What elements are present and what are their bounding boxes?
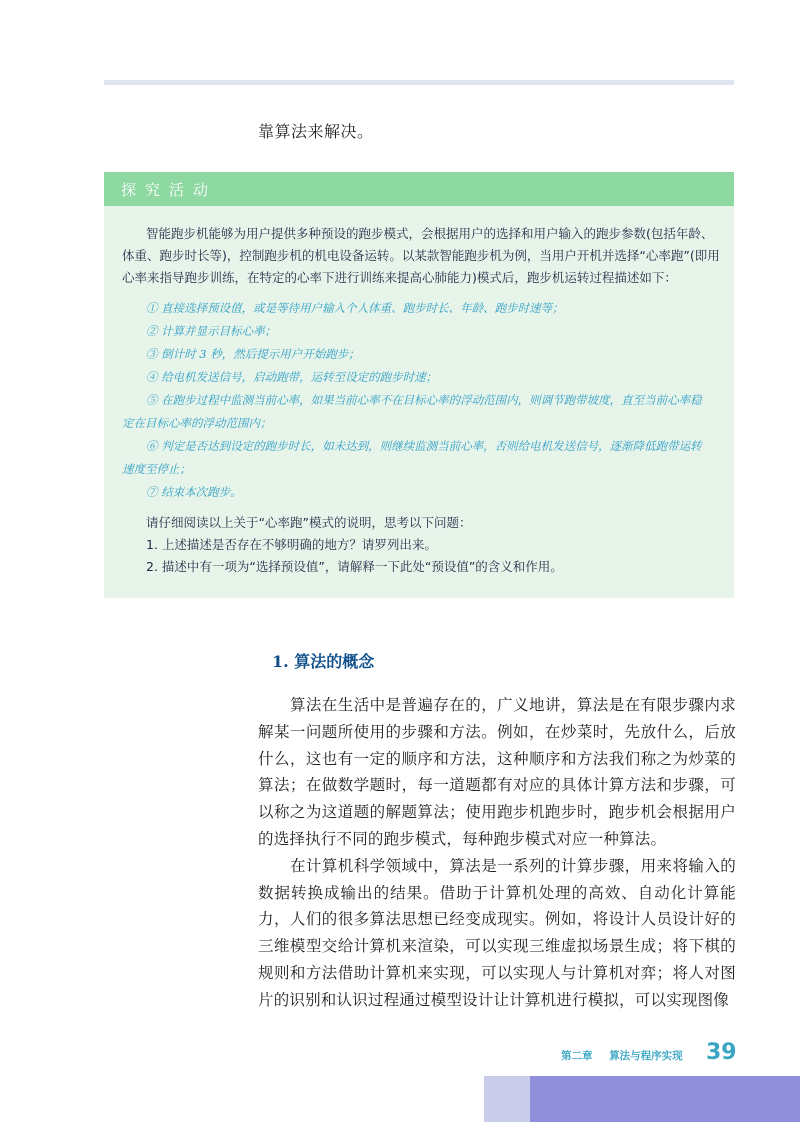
footer-band-dark (530, 1076, 800, 1122)
section-heading: 1. 算法的概念 (272, 652, 375, 671)
step-item: ⑤ 在跑步过程中监测当前心率，如果当前心率不在目标心率的浮动范围内，则调节跑带坡度，直至当前心率稳定在目标心率的浮动范围内； (122, 393, 702, 430)
body-text (258, 692, 736, 1014)
question-item: 1. 上述描述是否存在不够明确的地方？请罗列出来。 (146, 537, 437, 552)
step-item: ③ 倒计时 3 秒，然后提示用户开始跑步； (146, 347, 360, 361)
page-number: 39 (706, 1040, 737, 1065)
footer-chapter-title: 算法与程序实现 (609, 1050, 683, 1062)
footer-chapter: 第二章 (561, 1050, 593, 1062)
step-item: ② 计算并显示目标心率； (146, 324, 277, 338)
activity-intro: 智能跑步机能够为用户提供多种预设的跑步模式，会根据用户的选择和用户输入的跑步参数(包括年龄、体重、跑步时长等)，控制跑步机的机电设备运转。以某款智能跑步机为例，当用户开机并选择“心率跑”(即用心率来指导跑步训练，在特定的心率下进行训练来提高心肺能力)模式后，跑步机运转过程描述如下： (122, 226, 720, 285)
body-paragraph: 在计算机科学领域中，算法是一系列的计算步骤，用来将输入的数据转换成输出的结果。借助于计算机处理的高效、自动化计算能力，人们的很多算法思想已经变成现实。例如，将设计人员设计好的三维模型交给计算机来渲染，可以实现三维虚拟场景生成；将下棋的规则和方法借助计算机来实现，可以实现人与计算机对弈；将人对图片的识别和认识过程通过模型设计让计算机进行模拟，可以实现图像 (258, 856, 736, 1009)
question-item: 2. 描述中有一项为“选择预设值”，请解释一下此处“预设值”的含义和作用。 (146, 559, 563, 574)
activity-box (104, 172, 734, 598)
body-paragraph: 算法在生活中是普遍存在的，广义地讲，算法是在有限步骤内求解某一问题所使用的步骤和方法。例如，在炒菜时，先放什么，后放什么，这也有一定的顺序和方法，这种顺序和方法我们称之为炒菜的算法；在做数学题时，每一道题都有对应的具体计算方法和步骤，可以称之为这道题的解题算法；使用跑步机跑步时，跑步机会根据用户的选择执行不同的跑步模式，每种跑步模式对应一种算法。 (258, 696, 736, 848)
step-item: ⑦ 结束本次跑步。 (146, 485, 242, 499)
page-footer (561, 1048, 683, 1063)
step-item: ④ 给电机发送信号，启动跑带，运转至设定的跑步时速； (146, 370, 438, 384)
activity-steps (122, 297, 712, 504)
header-rule (104, 80, 734, 85)
step-item: ① 直接选择预设值，或是等待用户输入个人体重、跑步时长、年龄、跑步时速等； (146, 301, 564, 315)
activity-questions (122, 512, 724, 578)
step-item: ⑥ 判定是否达到设定的跑步时长，如未达到，则继续监测当前心率，否则给电机发送信号，逐渐降低跑带运转速度至停止； (122, 439, 702, 476)
intro-line: 靠算法来解决。 (258, 122, 374, 141)
activity-header (104, 172, 734, 206)
activity-title: 探究活动 (121, 181, 218, 199)
question-prompt: 请仔细阅读以上关于“心率跑”模式的说明，思考以下问题： (146, 515, 472, 530)
